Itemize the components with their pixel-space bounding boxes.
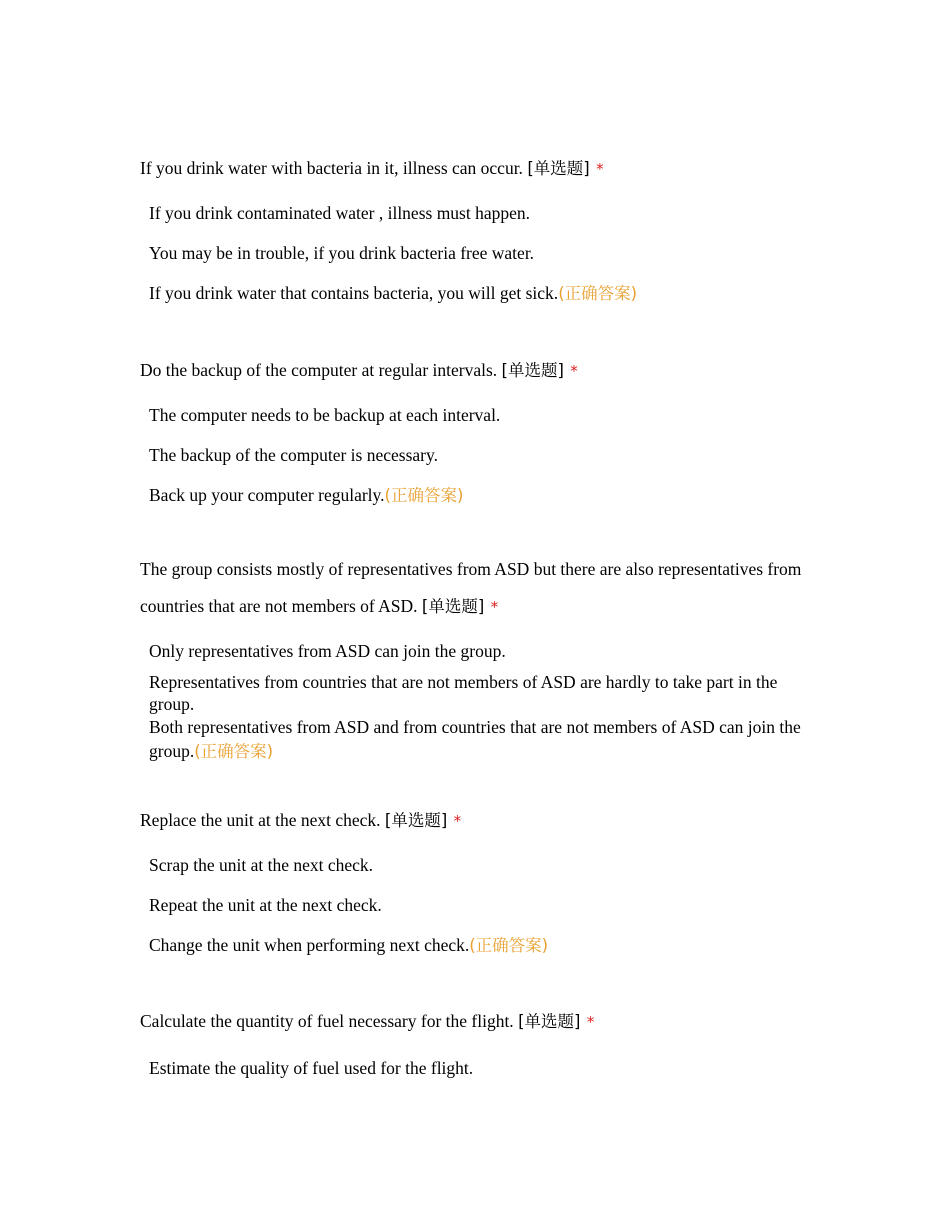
- option-item[interactable]: [140, 854, 801, 876]
- required-asterisk: *: [596, 160, 604, 178]
- correct-answer-mark: (正确答案): [194, 742, 274, 761]
- required-asterisk: *: [490, 598, 499, 616]
- question-type-label: [单选题]: [518, 1012, 581, 1031]
- option-item[interactable]: [140, 1057, 801, 1079]
- question-title: [140, 1003, 810, 1041]
- question-1: [140, 150, 810, 303]
- question-title: [140, 551, 810, 626]
- question-text: Replace the unit at the next check.: [140, 810, 381, 830]
- question-title: [140, 150, 810, 188]
- option-text: Back up your computer regularly.: [149, 485, 385, 505]
- option-text: If you drink water that contains bacteria, you will get sick.: [149, 283, 559, 303]
- question-text: The group consists mostly of representatives from ASD but there are also representatives from countries that are not members of ASD.: [140, 559, 802, 616]
- option-text: Both representatives from ASD and from countries that are not members of ASD can join the group.: [149, 717, 801, 761]
- question-title: [140, 802, 810, 840]
- option-item[interactable]: [140, 282, 801, 305]
- question-text: If you drink water with bacteria in it, illness can occur.: [140, 158, 523, 178]
- option-item[interactable]: [140, 640, 801, 662]
- correct-answer-mark: (正确答案): [384, 486, 464, 505]
- question-4: [140, 802, 810, 955]
- question-text: Calculate the quantity of fuel necessary for the flight.: [140, 1011, 514, 1031]
- question-3: [140, 551, 810, 761]
- option-text: The computer needs to be backup at each interval.: [149, 405, 501, 425]
- required-asterisk: *: [586, 1013, 595, 1031]
- correct-answer-mark: (正确答案): [469, 936, 549, 955]
- option-text: Repeat the unit at the next check.: [149, 895, 382, 915]
- question-type-label: [单选题]: [501, 361, 564, 380]
- option-text: Scrap the unit at the next check.: [149, 855, 374, 875]
- option-item[interactable]: [140, 202, 801, 224]
- option-item[interactable]: [140, 715, 801, 764]
- question-5: [140, 1003, 810, 1078]
- required-asterisk: *: [453, 812, 462, 830]
- option-text: Change the unit when performing next check.: [149, 935, 470, 955]
- option-item[interactable]: [140, 934, 801, 957]
- option-item[interactable]: [140, 444, 801, 466]
- option-text: Estimate the quality of fuel used for the flight.: [149, 1058, 474, 1078]
- question-type-label: [单选题]: [384, 811, 448, 830]
- option-item[interactable]: [140, 671, 801, 715]
- question-type-label: [单选题]: [527, 159, 590, 178]
- question-type-label: [单选题]: [421, 597, 485, 616]
- option-item[interactable]: [140, 242, 801, 264]
- option-text: If you drink contaminated water , illness must happen.: [149, 203, 531, 223]
- option-text: Representatives from countries that are not members of ASD are hardly to take part in the group.: [149, 672, 778, 714]
- question-2: [140, 352, 810, 505]
- option-item[interactable]: [140, 404, 801, 426]
- option-text: Only representatives from ASD can join the group.: [149, 641, 506, 661]
- option-item[interactable]: [140, 484, 801, 507]
- option-text: The backup of the computer is necessary.: [149, 445, 438, 465]
- question-text: Do the backup of the computer at regular intervals.: [140, 360, 498, 380]
- option-item[interactable]: [140, 894, 801, 916]
- correct-answer-mark: (正确答案): [558, 284, 638, 303]
- question-title: [140, 352, 810, 390]
- required-asterisk: *: [570, 362, 578, 380]
- option-text: You may be in trouble, if you drink bacteria free water.: [149, 243, 535, 263]
